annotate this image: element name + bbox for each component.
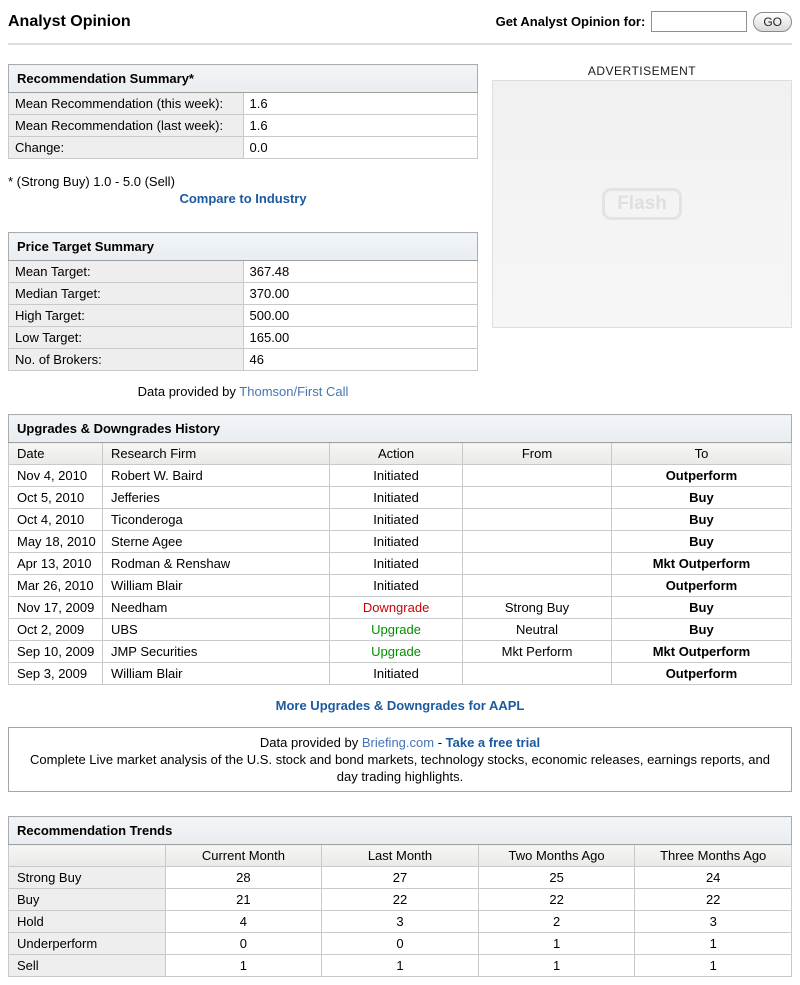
cell-to: Outperform xyxy=(611,663,791,685)
cell-action: Upgrade xyxy=(330,641,463,663)
table-row xyxy=(9,889,792,911)
cell-firm: William Blair xyxy=(102,575,329,597)
page-header xyxy=(8,0,792,45)
cell-date: Sep 10, 2009 xyxy=(9,641,103,663)
cell-value: 22 xyxy=(478,889,635,911)
cell-value: 1 xyxy=(635,955,792,977)
column-header-last-month: Last Month xyxy=(322,845,479,867)
advertisement-column xyxy=(492,64,792,399)
cell-action: Initiated xyxy=(330,509,463,531)
cell-date: Oct 4, 2010 xyxy=(9,509,103,531)
row-value: 367.48 xyxy=(243,261,478,283)
cell-value: 3 xyxy=(635,911,792,933)
thomson-first-call-link[interactable]: Thomson/First Call xyxy=(239,384,349,399)
table-row xyxy=(9,867,792,889)
row-value: 165.00 xyxy=(243,327,478,349)
advertisement-label: ADVERTISEMENT xyxy=(587,64,697,78)
row-label: Low Target: xyxy=(9,327,244,349)
cell-firm: JMP Securities xyxy=(102,641,329,663)
recommendation-summary-title: Recommendation Summary* xyxy=(9,65,478,93)
cell-value: 1 xyxy=(478,955,635,977)
row-label: Underperform xyxy=(9,933,166,955)
cell-action: Upgrade xyxy=(330,619,463,641)
recommendation-trends-section xyxy=(8,816,792,977)
cell-firm: Sterne Agee xyxy=(102,531,329,553)
cell-to: Outperform xyxy=(611,465,791,487)
cell-value: 22 xyxy=(635,889,792,911)
page-title: Analyst Opinion xyxy=(8,12,131,30)
cell-action: Downgrade xyxy=(330,597,463,619)
cell-firm: Ticonderoga xyxy=(102,509,329,531)
thomson-provider-line xyxy=(8,384,478,399)
column-header-date: Date xyxy=(9,443,103,465)
more-upgrades-link[interactable]: More Upgrades & Downgrades for AAPL xyxy=(275,698,525,713)
cell-value: 22 xyxy=(322,889,479,911)
cell-action: Initiated xyxy=(330,487,463,509)
column-header-row xyxy=(9,443,792,465)
column-header-three-months-ago: Three Months Ago xyxy=(635,845,792,867)
cell-date: Oct 2, 2009 xyxy=(9,619,103,641)
briefing-com-link[interactable]: Briefing.com xyxy=(361,735,435,750)
symbol-lookup xyxy=(496,11,792,32)
cell-firm: UBS xyxy=(102,619,329,641)
row-label: High Target: xyxy=(9,305,244,327)
row-label: Mean Recommendation (this week): xyxy=(9,93,244,115)
cell-value: 27 xyxy=(322,867,479,889)
row-value: 370.00 xyxy=(243,283,478,305)
row-label: Buy xyxy=(9,889,166,911)
lookup-label: Get Analyst Opinion for: xyxy=(495,14,646,29)
cell-to: Buy xyxy=(611,509,791,531)
cell-from: Strong Buy xyxy=(463,597,612,619)
table-row xyxy=(9,911,792,933)
table-row xyxy=(9,283,478,305)
separator: - xyxy=(434,735,446,750)
row-label: Strong Buy xyxy=(9,867,166,889)
rating-scale-footnote: * (Strong Buy) 1.0 - 5.0 (Sell) xyxy=(8,174,175,189)
cell-firm: Robert W. Baird xyxy=(102,465,329,487)
cell-firm: Rodman & Renshaw xyxy=(102,553,329,575)
go-button[interactable]: GO xyxy=(753,12,792,32)
cell-date: Mar 26, 2010 xyxy=(9,575,103,597)
table-row xyxy=(9,465,792,487)
table-row xyxy=(9,531,792,553)
advertisement-box xyxy=(492,80,792,328)
table-row xyxy=(9,955,792,977)
free-trial-link[interactable]: Take a free trial xyxy=(445,735,541,750)
cell-to: Mkt Outperform xyxy=(611,641,791,663)
cell-value: 1 xyxy=(165,955,322,977)
cell-value: 4 xyxy=(165,911,322,933)
table-row xyxy=(9,553,792,575)
recommendation-trends-title: Recommendation Trends xyxy=(9,817,792,845)
cell-action: Initiated xyxy=(330,531,463,553)
row-value: 1.6 xyxy=(243,93,478,115)
cell-value: 2 xyxy=(478,911,635,933)
cell-action: Initiated xyxy=(330,465,463,487)
row-label: Sell xyxy=(9,955,166,977)
cell-from xyxy=(463,553,612,575)
table-row xyxy=(9,509,792,531)
price-target-summary-table xyxy=(8,232,478,371)
cell-value: 28 xyxy=(165,867,322,889)
cell-date: Nov 17, 2009 xyxy=(9,597,103,619)
briefing-description: Complete Live market analysis of the U.S. stock and bond markets, technology stocks, economic releases, earnings reports, and day trading highlights. xyxy=(30,752,770,784)
cell-from: Mkt Perform xyxy=(463,641,612,663)
cell-value: 1 xyxy=(322,955,479,977)
cell-from xyxy=(463,575,612,597)
table-row xyxy=(9,349,478,371)
cell-firm: Needham xyxy=(102,597,329,619)
row-label: Median Target: xyxy=(9,283,244,305)
row-value: 46 xyxy=(243,349,478,371)
row-label: Mean Target: xyxy=(9,261,244,283)
briefing-box xyxy=(8,727,792,792)
summary-column xyxy=(8,64,478,399)
cell-value: 1 xyxy=(478,933,635,955)
cell-from: Neutral xyxy=(463,619,612,641)
row-value: 500.00 xyxy=(243,305,478,327)
cell-from xyxy=(463,509,612,531)
compare-to-industry-link[interactable]: Compare to Industry xyxy=(179,191,307,206)
cell-date: Apr 13, 2010 xyxy=(9,553,103,575)
cell-to: Buy xyxy=(611,619,791,641)
cell-value: 1 xyxy=(635,933,792,955)
cell-firm: William Blair xyxy=(102,663,329,685)
cell-value: 0 xyxy=(322,933,479,955)
row-value: 0.0 xyxy=(243,137,478,159)
column-header-from: From xyxy=(463,443,612,465)
cell-from xyxy=(463,531,612,553)
column-header-to: To xyxy=(611,443,791,465)
upgrades-downgrades-table xyxy=(8,414,792,685)
cell-date: Nov 4, 2010 xyxy=(9,465,103,487)
cell-value: 24 xyxy=(635,867,792,889)
cell-action: Initiated xyxy=(330,663,463,685)
cell-value: 3 xyxy=(322,911,479,933)
table-row xyxy=(9,115,478,137)
top-columns xyxy=(8,64,792,399)
column-header-two-months-ago: Two Months Ago xyxy=(478,845,635,867)
table-row xyxy=(9,137,478,159)
recommendation-trends-table xyxy=(8,816,792,977)
table-row xyxy=(9,93,478,115)
column-header-action: Action xyxy=(330,443,463,465)
cell-from xyxy=(463,487,612,509)
table-row xyxy=(9,933,792,955)
cell-to: Buy xyxy=(611,531,791,553)
table-row xyxy=(9,487,792,509)
cell-from xyxy=(463,663,612,685)
cell-to: Buy xyxy=(611,597,791,619)
upgrades-downgrades-section xyxy=(8,414,792,713)
cell-to: Buy xyxy=(611,487,791,509)
price-target-summary-title: Price Target Summary xyxy=(9,233,478,261)
flash-placeholder[interactable]: Flash xyxy=(602,188,682,220)
cell-value: 21 xyxy=(165,889,322,911)
column-header-row xyxy=(9,845,792,867)
table-row xyxy=(9,619,792,641)
symbol-input[interactable] xyxy=(651,11,747,32)
column-header-firm: Research Firm xyxy=(102,443,329,465)
cell-value: 25 xyxy=(478,867,635,889)
cell-to: Outperform xyxy=(611,575,791,597)
cell-date: Sep 3, 2009 xyxy=(9,663,103,685)
cell-action: Initiated xyxy=(330,575,463,597)
cell-date: Oct 5, 2010 xyxy=(9,487,103,509)
row-label: Change: xyxy=(9,137,244,159)
briefing-provider-line xyxy=(19,734,781,751)
row-label: Hold xyxy=(9,911,166,933)
provider-prefix: Data provided by xyxy=(137,384,240,399)
column-header-current-month: Current Month xyxy=(165,845,322,867)
cell-action: Initiated xyxy=(330,553,463,575)
table-row xyxy=(9,327,478,349)
cell-firm: Jefferies xyxy=(102,487,329,509)
cell-from xyxy=(463,465,612,487)
table-row xyxy=(9,597,792,619)
table-row xyxy=(9,641,792,663)
upgrades-downgrades-title: Upgrades & Downgrades History xyxy=(9,415,792,443)
provider-prefix: Data provided by xyxy=(259,735,362,750)
cell-date: May 18, 2010 xyxy=(9,531,103,553)
row-value: 1.6 xyxy=(243,115,478,137)
recommendation-summary-table xyxy=(8,64,478,159)
column-header-blank xyxy=(9,845,166,867)
row-label: No. of Brokers: xyxy=(9,349,244,371)
cell-value: 0 xyxy=(165,933,322,955)
table-row xyxy=(9,575,792,597)
table-row xyxy=(9,261,478,283)
table-row xyxy=(9,305,478,327)
cell-to: Mkt Outperform xyxy=(611,553,791,575)
row-label: Mean Recommendation (last week): xyxy=(9,115,244,137)
table-row xyxy=(9,663,792,685)
